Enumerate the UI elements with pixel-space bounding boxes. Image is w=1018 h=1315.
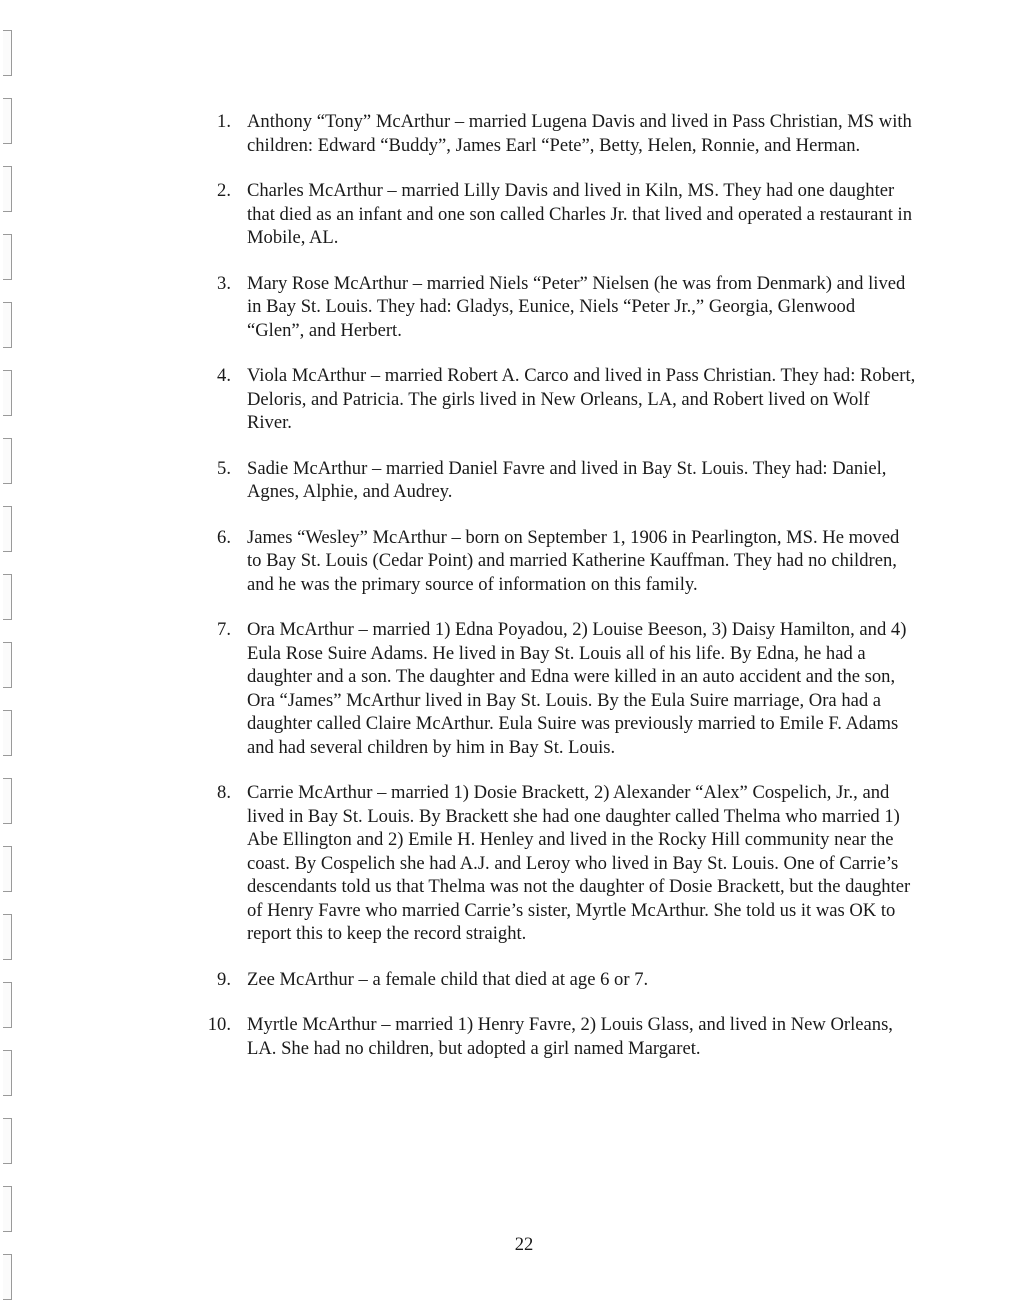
list-item — [196, 968, 916, 992]
binder-hole — [3, 1050, 12, 1096]
binder-hole — [3, 30, 12, 76]
binder-hole — [3, 506, 12, 552]
list-item-text: Sadie McArthur – married Daniel Favre and lived in Bay St. Louis. They had: Daniel, Agnes, Alphie, and Audrey. — [246, 457, 887, 502]
list-item-number: 9. — [217, 968, 231, 990]
list-item — [196, 364, 916, 435]
binder-hole — [3, 914, 12, 960]
page-number: 22 — [514, 1234, 534, 1255]
list-item-text: James “Wesley” McArthur – born on September 1, 1906 in Pearlington, MS. He moved to Bay St. Louis (Cedar Point) and married Katherine Kauffman. They had no children, and he was the primary source of information on this family. — [246, 526, 900, 595]
list-item-number: 3. — [217, 272, 231, 294]
list-item — [196, 179, 916, 250]
binder-hole — [3, 1118, 12, 1164]
list-item-number: 4. — [217, 365, 231, 386]
list-item — [196, 526, 916, 597]
binder-hole — [3, 1186, 12, 1232]
list-item-text: Carrie McArthur – married 1) Dosie Brackett, 2) Alexander “Alex” Cospelich, Jr., and lived in Bay St. Louis. By Brackett she had one daughter called Thelma who married 1) Abe Ellington and 2) Emile H. Henley and lived in the Rocky Hill community near the coast. By Cospelich she had A.J. and Leroy who lived in Bay St. Louis. One of Carrie’s descendants told us that Thelma was not the daughter of Dosie Brackett, but the daughter of Henry Favre who married Carrie’s sister, Myrtle McArthur. She told us it was OK to report this to keep the record straight. — [246, 782, 911, 944]
list-item — [196, 110, 916, 157]
binder-hole — [3, 642, 12, 688]
binder-hole — [3, 302, 12, 348]
list-item-text: Anthony “Tony” McArthur – married Lugena Davis and lived in Pass Christian, MS with children: Edward “Buddy”, James Earl “Pete”, Betty, Helen, Ronnie, and Herman. — [246, 111, 912, 156]
binder-hole-strip — [0, 0, 18, 1315]
binder-hole — [3, 438, 12, 484]
list-item-text: Myrtle McArthur – married 1) Henry Favre, 2) Louis Glass, and lived in New Orleans, LA. She had no children, but adopted a girl named Margaret. — [246, 1014, 893, 1059]
binder-hole — [3, 370, 12, 416]
list-item — [196, 781, 916, 946]
binder-hole — [3, 982, 12, 1028]
list-item — [196, 618, 916, 759]
family-member-list — [196, 110, 916, 1082]
list-item-number: 6. — [217, 526, 231, 548]
binder-hole — [3, 1254, 12, 1300]
list-item — [196, 1013, 916, 1060]
list-item-number: 2. — [217, 180, 231, 201]
list-item-number: 1. — [217, 111, 231, 132]
list-item — [196, 272, 916, 343]
binder-hole — [3, 778, 12, 824]
list-item-text: Zee McArthur – a female child that died at age 6 or 7. — [246, 968, 649, 990]
list-item-number: 8. — [217, 782, 231, 803]
list-item-number: 7. — [217, 619, 231, 640]
binder-hole — [3, 98, 12, 144]
list-item-text: Charles McArthur – married Lilly Davis and lived in Kiln, MS. They had one daughter that died as an infant and one son called Charles Jr. that lived and operated a restaurant in Mobile, AL. — [246, 180, 913, 248]
binder-hole — [3, 710, 12, 756]
list-item-text: Mary Rose McArthur – married Niels “Peter” Nielsen (he was from Denmark) and lived in Bay St. Louis. They had: Gladys, Eunice, Niels “Peter Jr.,” Georgia, Glenwood “Glen”, and Herbert. — [246, 272, 906, 341]
binder-hole — [3, 166, 12, 212]
list-item-number: 10. — [207, 1014, 231, 1035]
binder-hole — [3, 234, 12, 280]
binder-hole — [3, 574, 12, 620]
list-item-text: Viola McArthur – married Robert A. Carco and lived in Pass Christian. They had: Robert, Deloris, and Patricia. The girls lived in New Orleans, LA, and Robert lived on Wolf River. — [246, 365, 916, 433]
list-item-number: 5. — [217, 457, 231, 479]
binder-hole — [3, 846, 12, 892]
list-item-text: Ora McArthur – married 1) Edna Poyadou, 2) Louise Beeson, 3) Daisy Hamilton, and 4) Eula Rose Suire Adams. He lived in Bay St. Louis all of his life. By Edna, he had a daughter and a son. The daughter and Edna were killed in an auto accident and the son, Ora “James” McArthur lived in Bay St. Louis. By the Eula Suire marriage, Ora had a daughter called Claire McArthur. Eula Suire was previously married to Emile F. Adams and had several children by him in Bay St. Louis. — [246, 619, 907, 758]
list-item — [196, 457, 916, 504]
